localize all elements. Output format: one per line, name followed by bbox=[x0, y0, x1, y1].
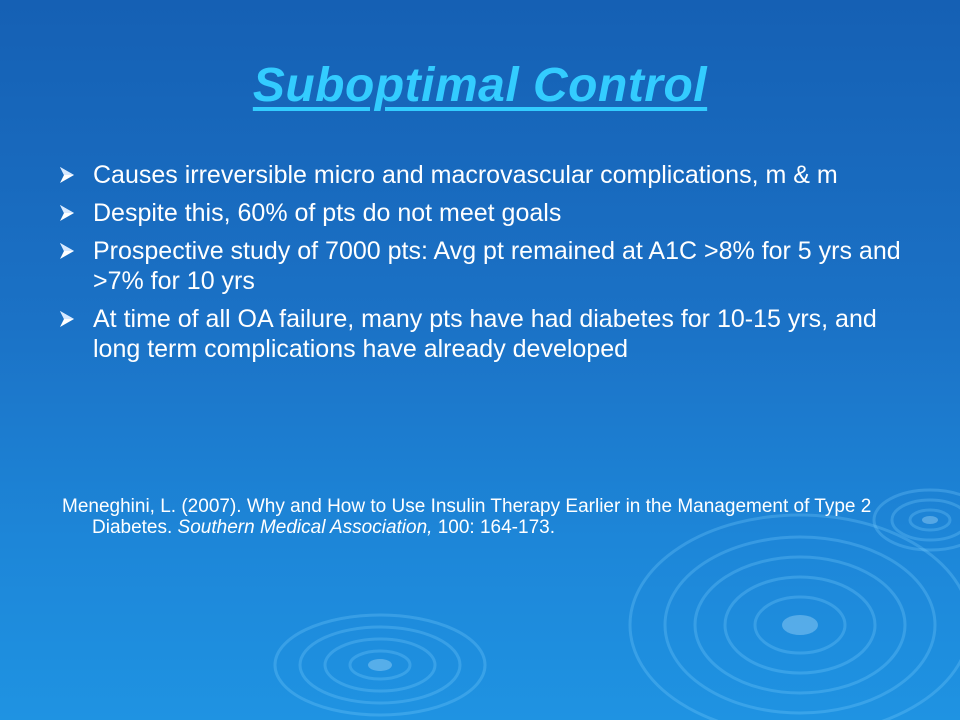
bullet-item bbox=[58, 160, 918, 190]
citation-volume-pages: 100: 164-173. bbox=[432, 517, 555, 538]
arrowhead-bullet-icon bbox=[58, 166, 76, 184]
bullet-item bbox=[58, 236, 918, 296]
bullet-item bbox=[58, 198, 918, 228]
arrowhead-bullet-icon bbox=[58, 310, 76, 328]
bullet-item bbox=[58, 304, 918, 364]
citation-journal: Southern Medical Association, bbox=[177, 517, 433, 538]
bullet-text: Prospective study of 7000 pts: Avg pt remained at A1C >8% for 5 yrs and >7% for 10 yrs bbox=[93, 237, 901, 295]
arrowhead-bullet-icon bbox=[58, 242, 76, 260]
slide-title: Suboptimal Control bbox=[252, 59, 708, 112]
bullet-text: Despite this, 60% of pts do not meet goals bbox=[93, 199, 562, 227]
citation-authors: Meneghini, L. (2007). Why and How to Use Insulin Therapy Earlier in the Management of Type 2 Diabetes. bbox=[62, 496, 872, 538]
bullet-text: Causes irreversible micro and macrovascular complications, m & m bbox=[93, 161, 838, 189]
arrowhead-bullet-icon bbox=[58, 204, 76, 222]
citation bbox=[62, 496, 922, 538]
bullet-list bbox=[58, 160, 918, 372]
bullet-text: At time of all OA failure, many pts have had diabetes for 10-15 yrs, and long term complications have already developed bbox=[93, 305, 877, 363]
